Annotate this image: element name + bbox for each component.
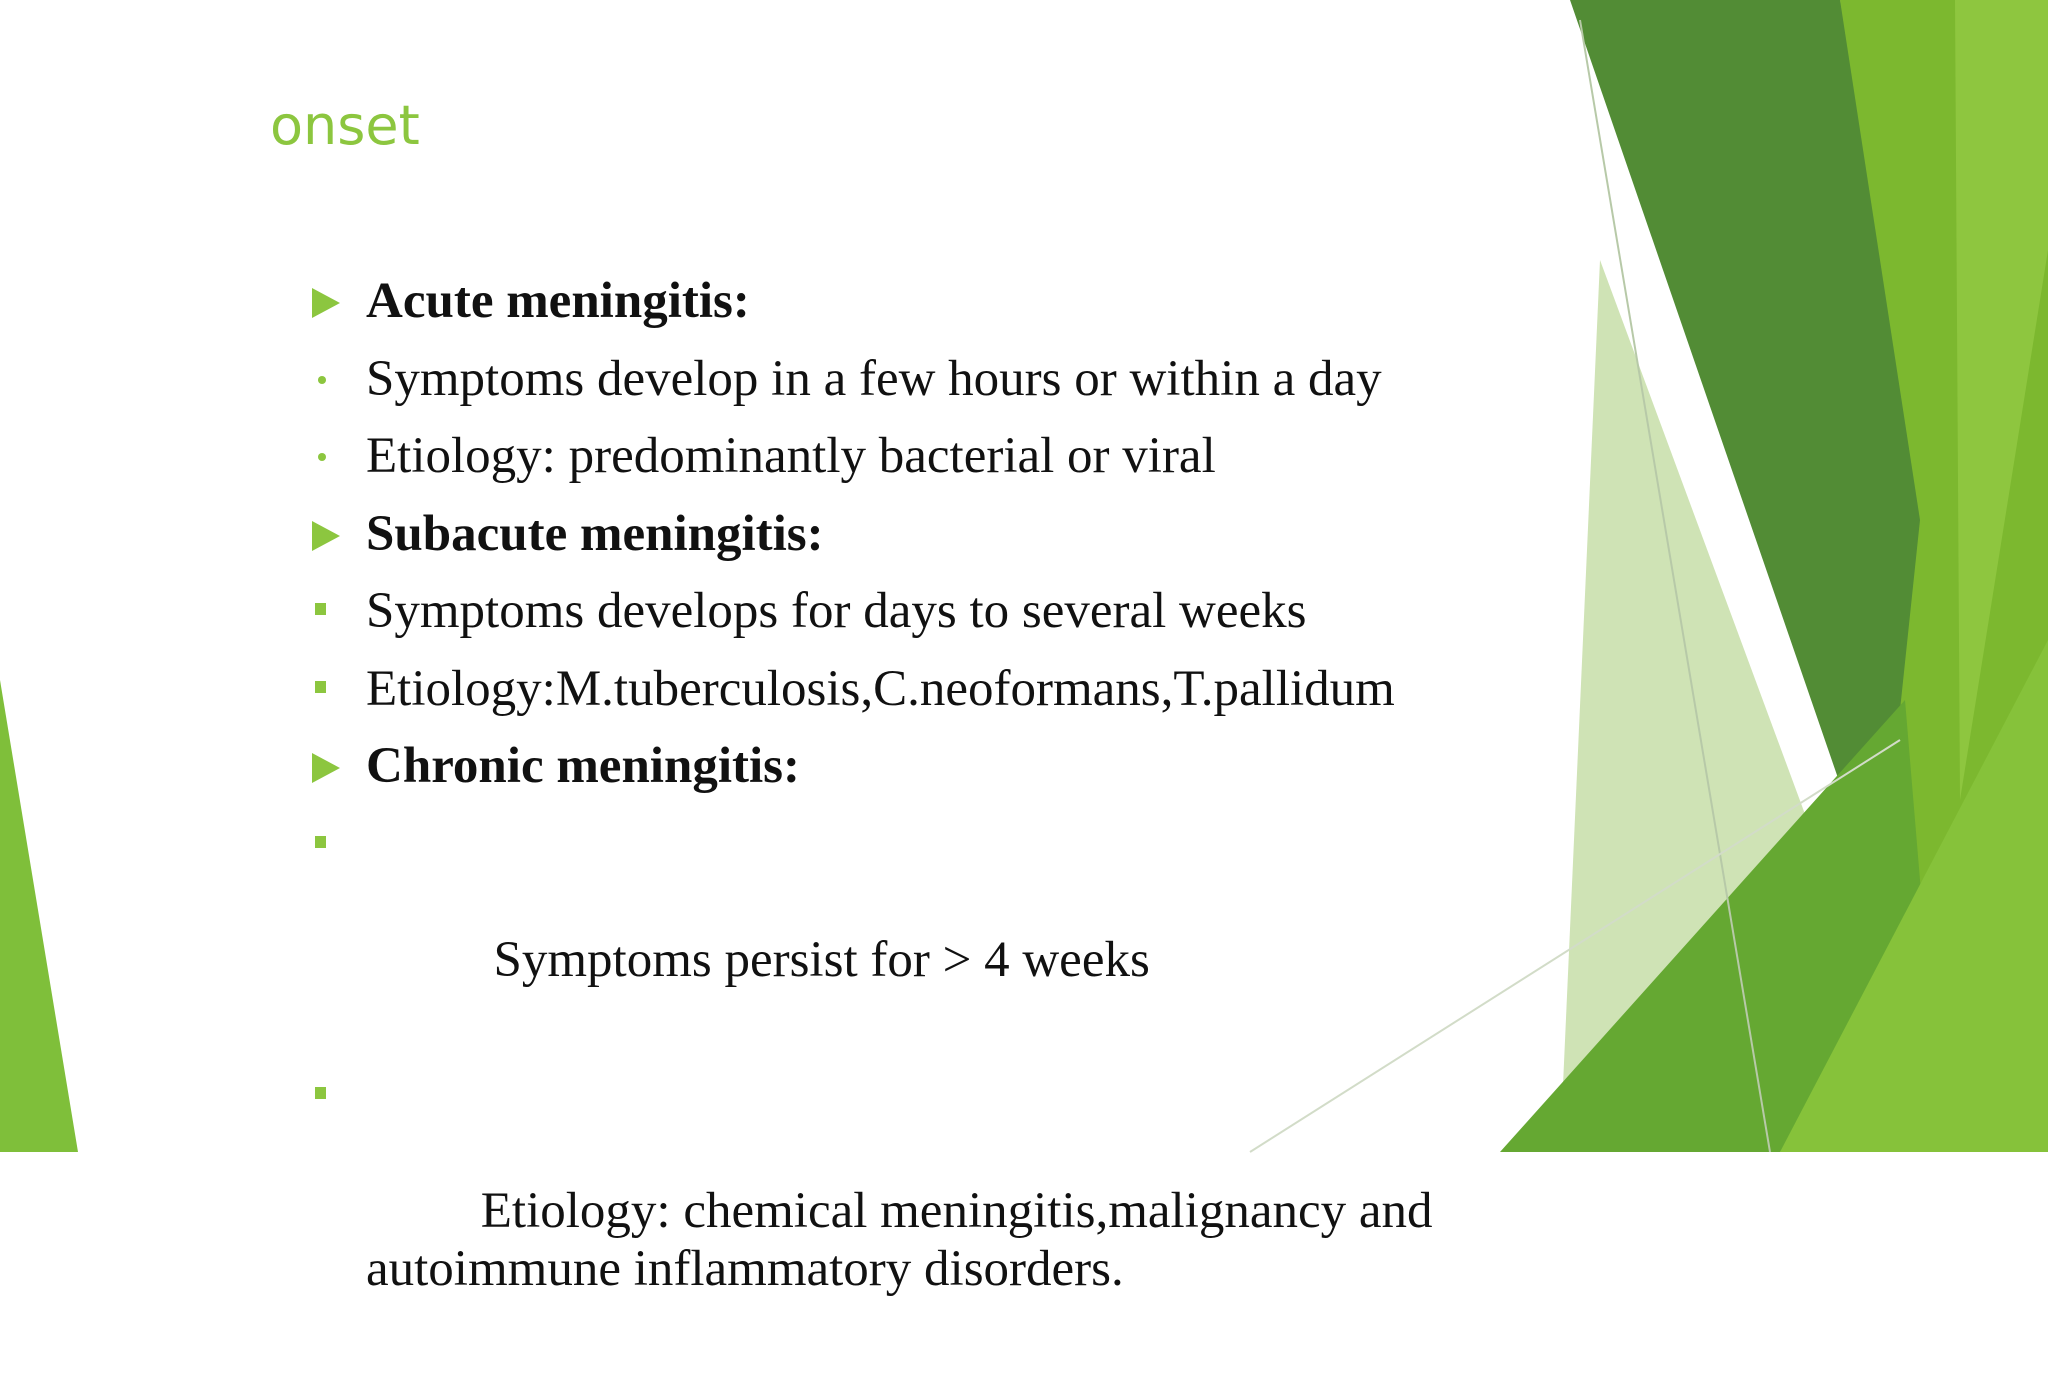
list-item xyxy=(310,427,1530,485)
list-item xyxy=(310,1066,1446,1356)
list-item-text: Etiology:M.tuberculosis,C.neoformans,T.pallidum xyxy=(366,660,1395,717)
list-item-text: Etiology: predominantly bacterial or viral xyxy=(366,428,1216,484)
list-item-text: Chronic meningitis: xyxy=(366,738,800,794)
slide-title: onset xyxy=(270,94,420,157)
bullet-list xyxy=(310,272,1530,1376)
left-green-shape xyxy=(0,680,78,1152)
list-item xyxy=(310,582,1530,640)
list-item xyxy=(310,350,1530,408)
list-item xyxy=(310,737,1530,795)
square-bullet-icon xyxy=(315,836,326,848)
square-bullet-icon xyxy=(315,1087,326,1099)
list-item-text: Etiology: chemical meningitis,malignancy and autoimmune inflammatory disorders. xyxy=(366,1183,1446,1297)
triangle-bullet-icon xyxy=(312,288,340,318)
square-bullet-icon xyxy=(315,603,326,615)
list-item-text: Symptoms develops for days to several weeks xyxy=(366,583,1307,639)
list-item-text: Symptoms develop in a few hours or within a day xyxy=(366,350,1382,407)
triangle-bullet-icon xyxy=(312,753,340,783)
triangle-bullet-icon xyxy=(312,521,340,551)
list-item-text: Symptoms persist for > 4 weeks xyxy=(442,931,1150,988)
list-item xyxy=(310,815,1530,1047)
dot-bullet-icon xyxy=(318,376,326,384)
dot-bullet-icon xyxy=(318,453,326,461)
list-item-text: Acute meningitis: xyxy=(366,273,750,329)
list-item-text: Subacute meningitis: xyxy=(366,505,824,562)
list-item xyxy=(310,505,1530,563)
list-item xyxy=(310,660,1530,718)
square-bullet-icon xyxy=(315,681,326,693)
list-item xyxy=(310,272,1530,330)
